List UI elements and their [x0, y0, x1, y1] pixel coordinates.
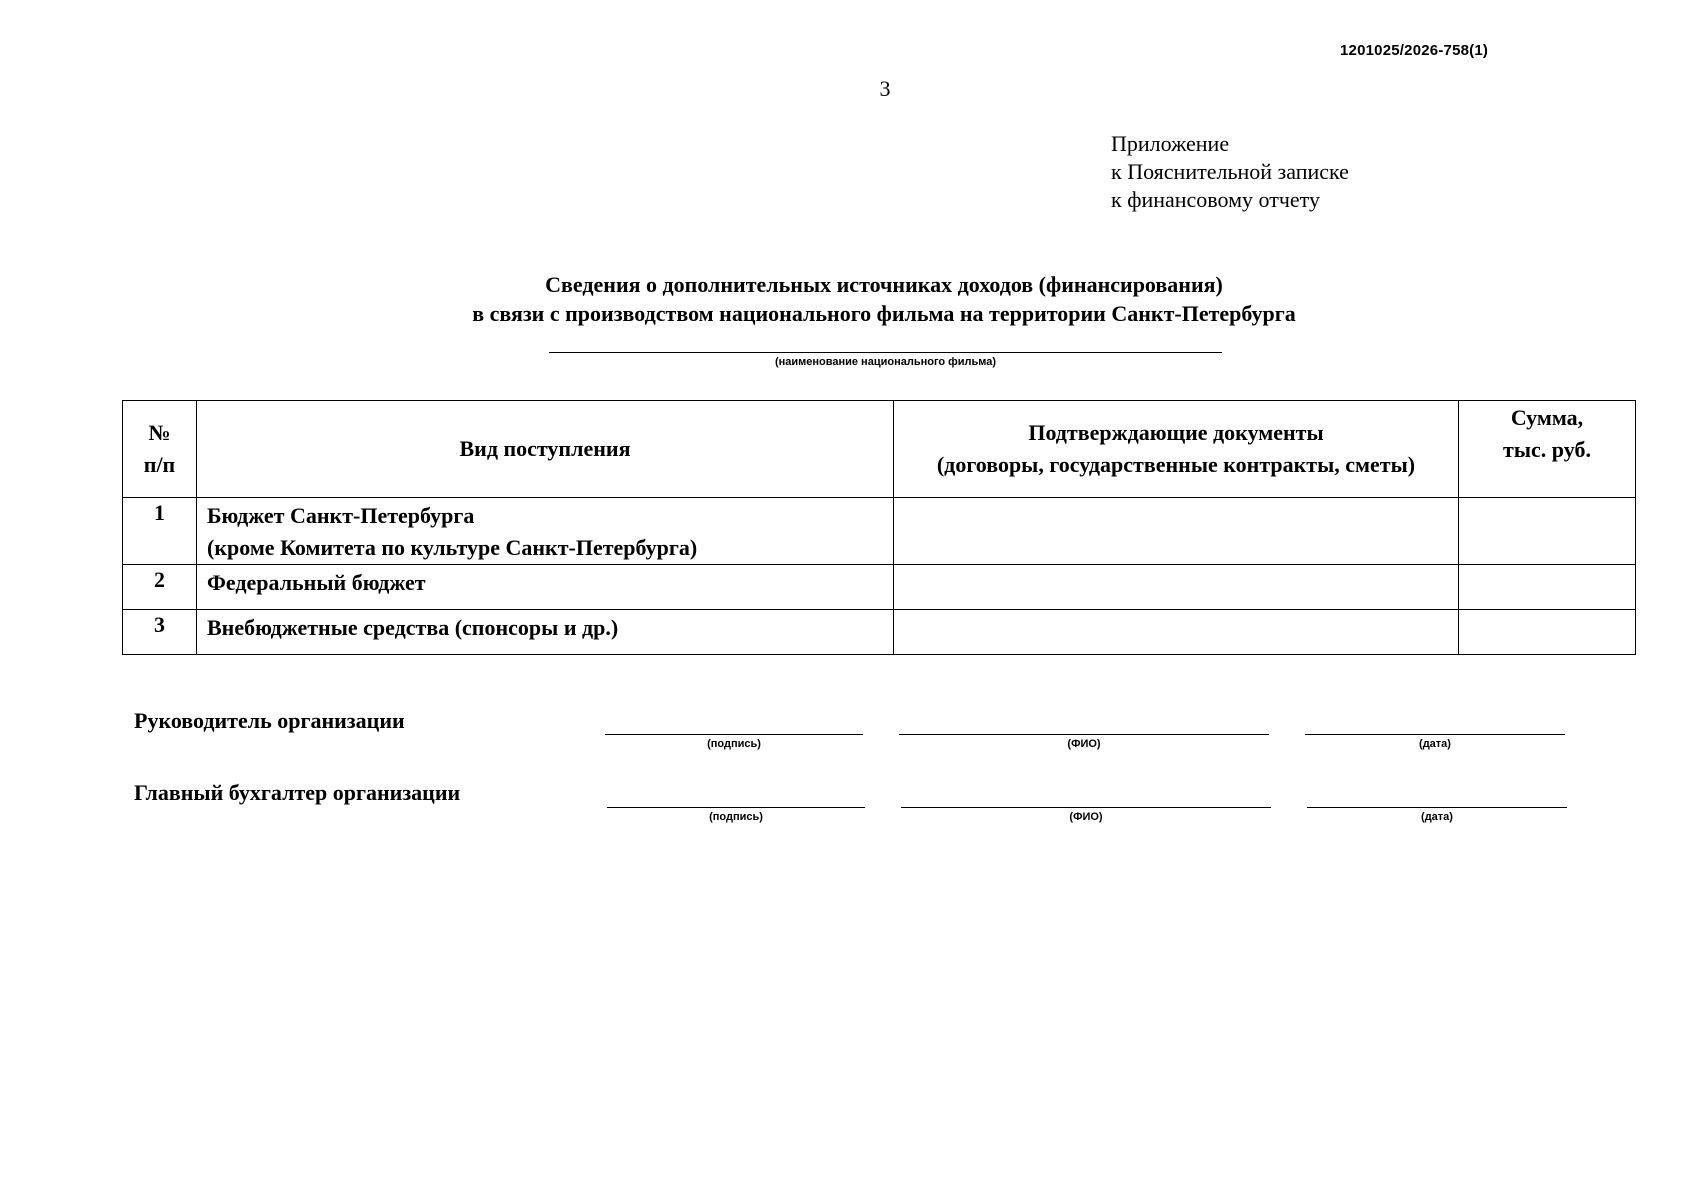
signature-caption-head: (подпись): [707, 738, 761, 750]
header-income-kind: Вид поступления: [197, 401, 894, 498]
header-number-line-2: п/п: [143, 452, 176, 477]
row-sum-cell[interactable]: [1459, 610, 1636, 655]
title-line-2: в связи с производством национального фильма на территории Санкт-Петербурга: [472, 301, 1296, 326]
header-docs-line-2: (договоры, государственные контракты, сметы): [936, 452, 1416, 477]
header-sum: [1459, 401, 1636, 498]
page-number: 3: [879, 76, 891, 101]
appendix-note: [1111, 130, 1349, 214]
signature-line-accountant[interactable]: [607, 807, 865, 808]
row-docs-cell[interactable]: [894, 498, 1459, 565]
row-income-kind: Внебюджетные средства (спонсоры и др.): [197, 610, 894, 655]
header-supporting-docs: [894, 401, 1459, 498]
header-sum-line-1: Сумма,: [1510, 405, 1584, 430]
header-sum-line-2: тыс. руб.: [1503, 437, 1591, 462]
name-caption-accountant: (ФИО): [1069, 811, 1103, 823]
document-id: 1201025/2026-758(1): [1340, 42, 1489, 59]
signature-role-head: Руководитель организации: [134, 708, 405, 733]
row-number: 1: [123, 498, 197, 565]
film-name-line: [549, 352, 1222, 353]
table-header-row: [123, 401, 1636, 498]
header-number: [123, 401, 197, 498]
row-income-kind: [197, 498, 894, 565]
row-sum-cell[interactable]: [1459, 498, 1636, 565]
header-number-line-1: №: [148, 420, 171, 445]
appendix-line-2: к Пояснительной записке: [1111, 159, 1349, 184]
table-row: [123, 498, 1636, 565]
date-line-head[interactable]: [1305, 734, 1565, 735]
row-sum-cell[interactable]: [1459, 565, 1636, 610]
income-sources-table: [122, 400, 1636, 655]
name-line-accountant[interactable]: [901, 807, 1271, 808]
title-line-1: Сведения о дополнительных источниках доходов (финансирования): [545, 272, 1223, 297]
appendix-line-1: Приложение: [1111, 131, 1230, 156]
date-caption-head: (дата): [1419, 738, 1451, 750]
header-docs-line-1: Подтверждающие документы: [1028, 420, 1324, 445]
name-line-head[interactable]: [899, 734, 1269, 735]
row-number: 3: [123, 610, 197, 655]
document-title: [0, 270, 1707, 328]
row-docs-cell[interactable]: [894, 565, 1459, 610]
name-caption-head: (ФИО): [1067, 738, 1101, 750]
date-line-accountant[interactable]: [1307, 807, 1567, 808]
appendix-line-3: к финансовому отчету: [1111, 187, 1321, 212]
row-income-kind-line-1: Бюджет Санкт-Петербурга: [207, 503, 475, 528]
row-docs-cell[interactable]: [894, 610, 1459, 655]
signature-line-head[interactable]: [605, 734, 863, 735]
row-income-kind-line-2: (кроме Комитета по культуре Санкт-Петербурга): [207, 535, 698, 560]
date-caption-accountant: (дата): [1421, 811, 1453, 823]
table-row: [123, 565, 1636, 610]
film-name-caption: (наименование национального фильма): [774, 356, 997, 368]
row-income-kind: Федеральный бюджет: [197, 565, 894, 610]
row-number: 2: [123, 565, 197, 610]
table-row: [123, 610, 1636, 655]
signature-caption-accountant: (подпись): [709, 811, 763, 823]
signature-role-accountant: Главный бухгалтер организации: [134, 780, 461, 805]
